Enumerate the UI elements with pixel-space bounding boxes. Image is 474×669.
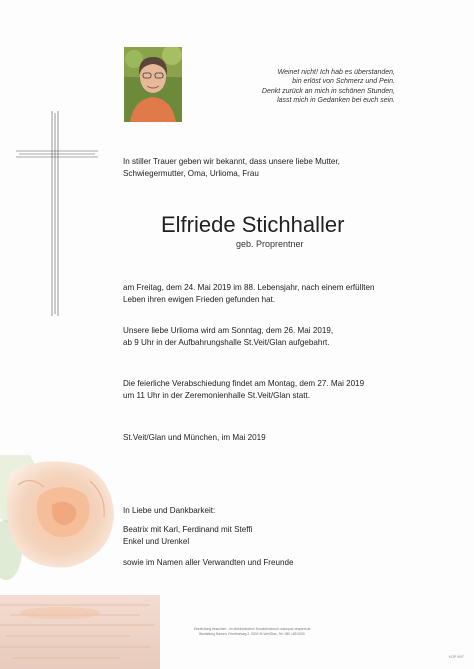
poem-line: Weinet nicht! Ich hab es überstanden, [277, 69, 395, 76]
mourner-line: Beatrix mit Karl, Ferdinand mit Steffi [123, 525, 253, 534]
cross-icon [16, 111, 98, 316]
maiden-name: geb. Proprentner [236, 239, 304, 249]
print-code: KOP 9/97 [448, 655, 464, 659]
rose-decoration [0, 455, 160, 669]
place-date: St.Veit/Glan und München, im Mai 2019 [123, 433, 266, 442]
deceased-name: Elfriede Stichhaller [161, 212, 345, 237]
intro-line: Schwiegermutter, Oma, Urlioma, Frau [123, 169, 259, 178]
viewing-line: Unsere liebe Urlioma wird am Sonntag, dem 26. Mai 2019, [123, 326, 334, 335]
others-line: sowie im Namen aller Verwandten und Freunde [123, 558, 294, 567]
poem-line: Denkt zurück an mich in schönen Stunden, [261, 87, 395, 95]
funeral-line: um 11 Uhr in der Zeremonienhalle St.Veit/Glan statt. [123, 391, 310, 400]
poem-line: bin erlöst von Schmerz und Pein. [292, 78, 395, 86]
viewing-line: ab 9 Uhr in der Aufbahrungshalle St.Veit/Glan aufgebahrt. [123, 338, 330, 347]
footer [170, 627, 334, 637]
deceased-photo [124, 47, 182, 122]
intro-line: In stiller Trauer geben wir bekannt, dass unsere liebe Mutter, [123, 157, 340, 166]
death-line: am Freitag, dem 24. Mai 2019 im 88. Lebensjahr, nach einem erfüllten [123, 283, 375, 292]
death-line: Leben ihren ewigen Frieden gefunden hat. [123, 295, 276, 304]
footer-line: Einreichung besuchen - im elektronischen Kondolenzbuch: www.pax-requiem.at [193, 627, 311, 631]
funeral-line: Die feierliche Verabschiedung findet am Montag, dem 27. Mai 2019 [123, 379, 365, 388]
closing-line: In Liebe und Dankbarkeit: [123, 506, 216, 515]
footer-line: Bestattung Namen, Friedhofweg 2, 9300 St.Veit/Glan, Tel. 050 169 0000 [199, 632, 305, 636]
mourner-line: Enkel und Urenkel [123, 537, 190, 546]
poem-line: lasst mich in Gedanken bei euch sein. [277, 97, 395, 105]
poem [190, 68, 395, 106]
